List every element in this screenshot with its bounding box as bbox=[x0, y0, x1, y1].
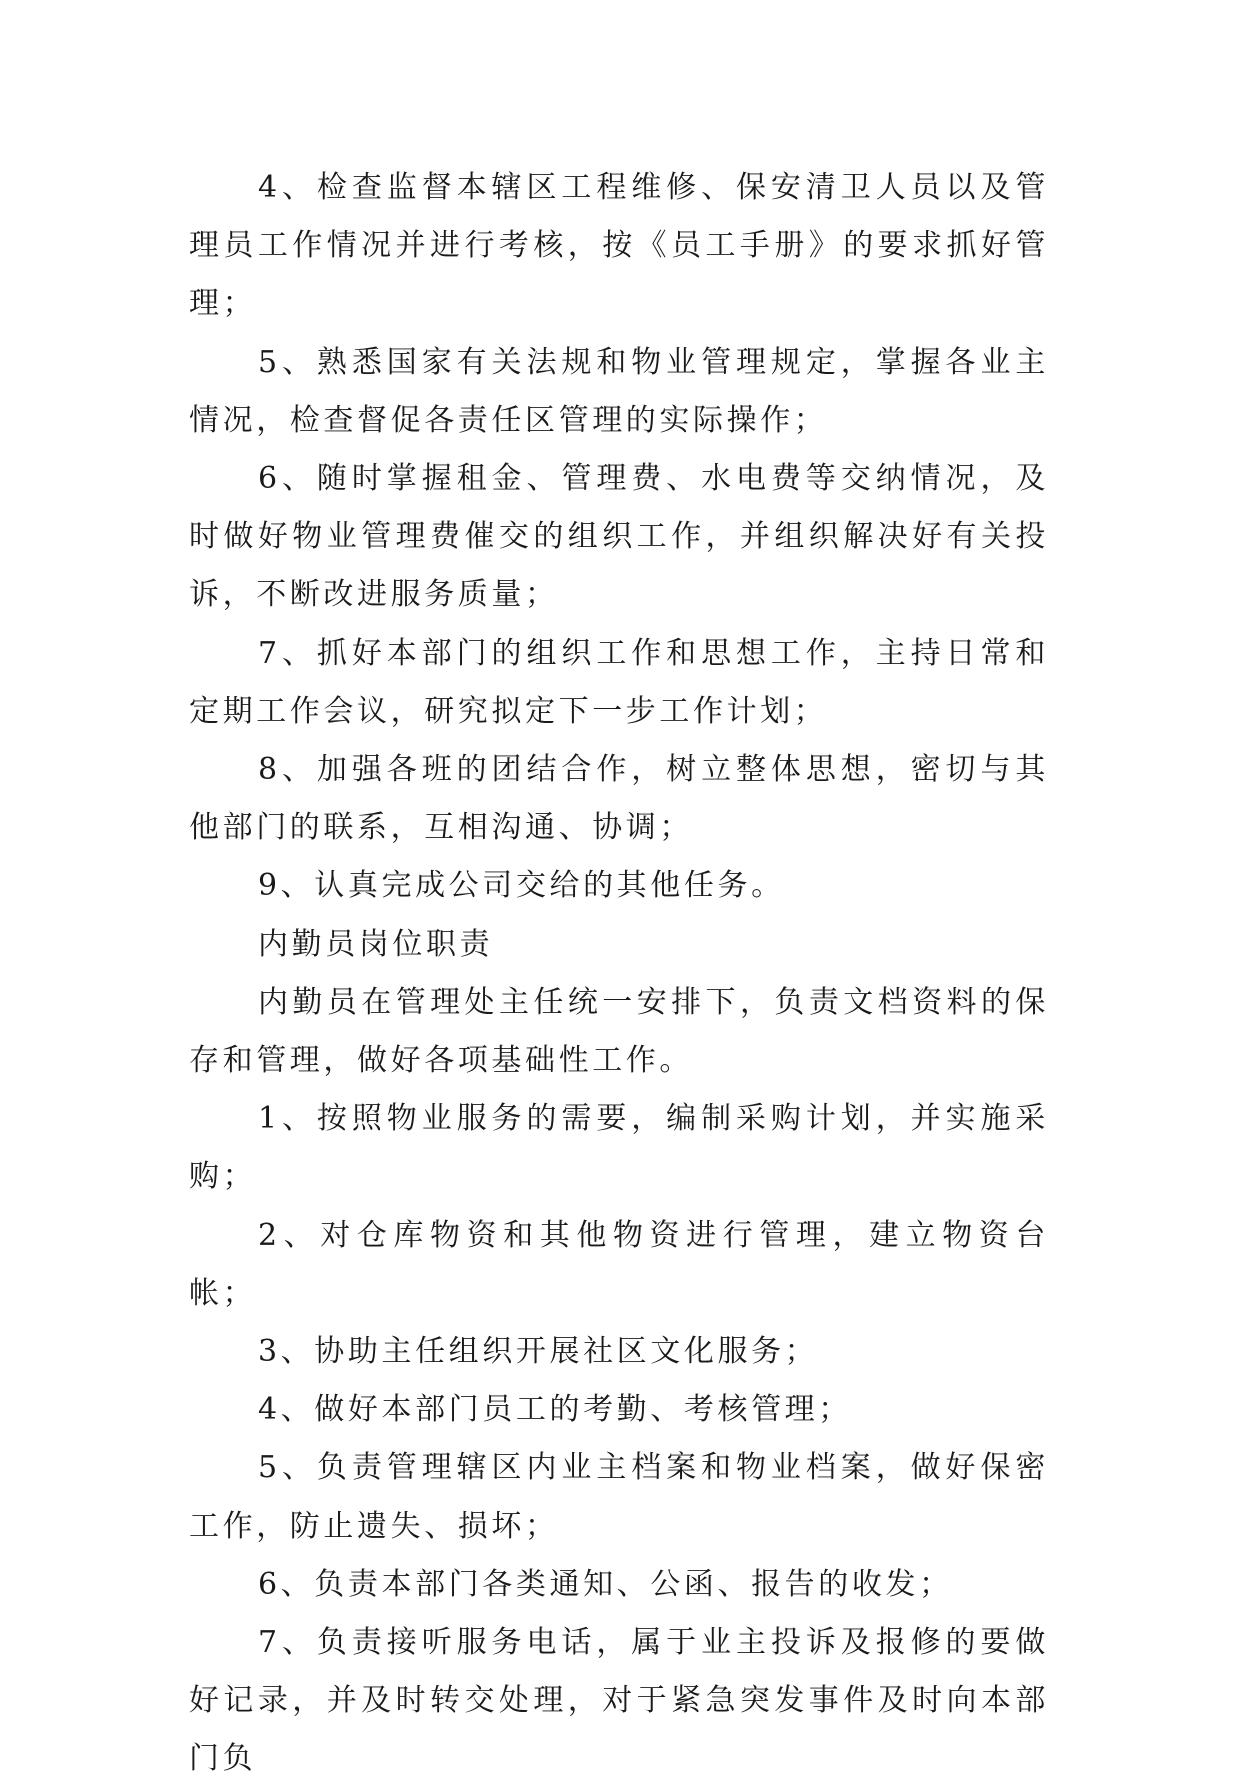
paragraph-clerk-duty-1: 1、按照物业服务的需要，编制采购计划，并实施采购； bbox=[189, 1101, 1049, 1195]
paragraph-duty-4: 4、检查监督本辖区工程维修、保安清卫人员以及管理员工作情况并进行考核，按《员工手册》的要求抓好管理； bbox=[189, 170, 1049, 322]
paragraph-duty-7: 7、抓好本部门的组织工作和思想工作，主持日常和定期工作会议，研究拟定下一步工作计划； bbox=[189, 635, 1049, 729]
paragraph-duty-8: 8、加强各班的团结合作，树立整体思想，密切与其他部门的联系，互相沟通、协调； bbox=[189, 752, 1049, 846]
paragraph-clerk-duty-5: 5、负责管理辖区内业主档案和物业档案，做好保密工作，防止遗失、损坏； bbox=[189, 1450, 1049, 1544]
document-body bbox=[189, 159, 1049, 1789]
paragraph-clerk-duty-4: 4、做好本部门员工的考勤、考核管理； bbox=[258, 1392, 852, 1428]
paragraph-duty-5: 5、熟悉国家有关法规和物业管理规定，掌握各业主情况，检查督促各责任区管理的实际操作； bbox=[189, 344, 1049, 438]
section-title: 内勤员岗位职责 bbox=[258, 926, 494, 962]
paragraph-section-intro: 内勤员在管理处主任统一安排下，负责文档资料的保存和管理，做好各项基础性工作。 bbox=[189, 984, 1049, 1079]
paragraph-clerk-duty-2: 2、对仓库物资和其他物资进行管理，建立物资台帐； bbox=[189, 1217, 1049, 1311]
paragraph-duty-9: 9、认真完成公司交给的其他任务。 bbox=[258, 868, 785, 904]
paragraph-clerk-duty-3: 3、协助主任组织开展社区文化服务； bbox=[258, 1334, 819, 1370]
paragraph-clerk-duty-7: 7、负责接听服务电话，属于业主投诉及报修的要做好记录，并及时转交处理，对于紧急突发事件及时向本部门负 bbox=[189, 1625, 1049, 1777]
paragraph-duty-6: 6、随时掌握租金、管理费、水电费等交纳情况，及时做好物业管理费催交的组织工作，并组织解决好有关投诉，不断改进服务质量； bbox=[189, 461, 1049, 613]
paragraph-clerk-duty-6: 6、负责本部门各类通知、公函、报告的收发； bbox=[258, 1566, 953, 1602]
